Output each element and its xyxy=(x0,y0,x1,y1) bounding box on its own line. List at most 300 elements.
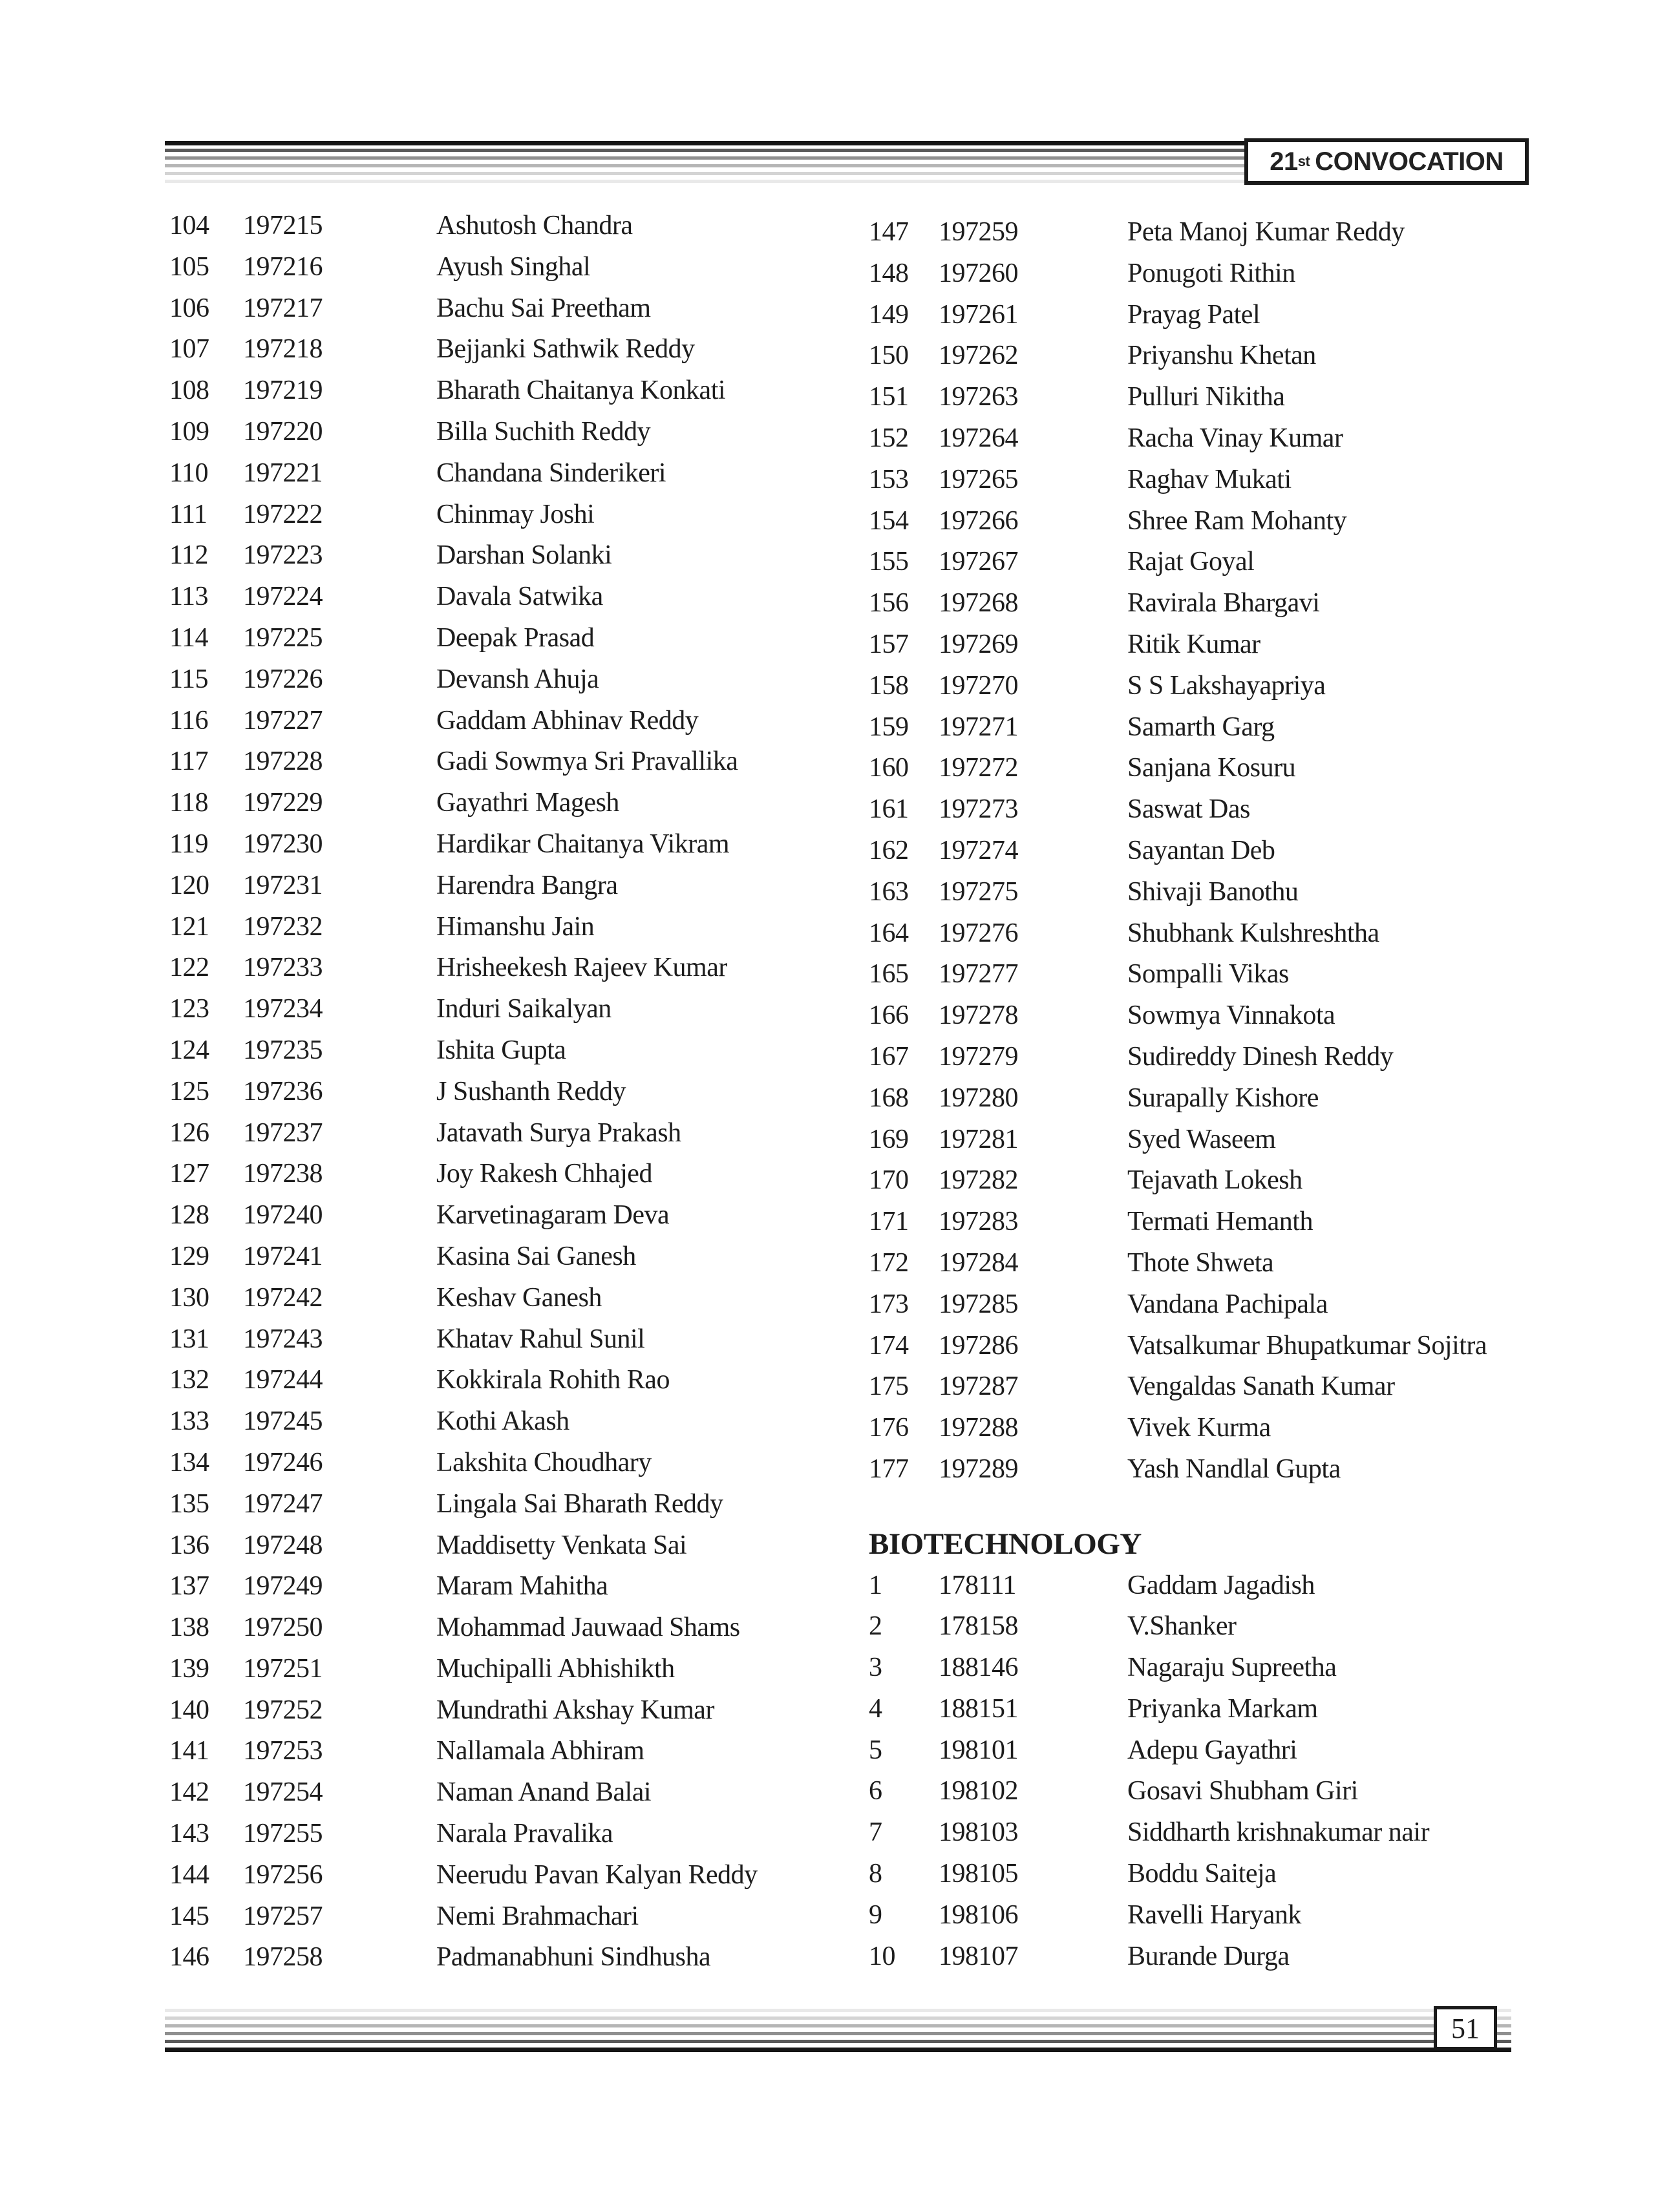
list-item xyxy=(869,1326,1670,1367)
roll-number: 197263 xyxy=(939,382,1018,412)
serial-number: 137 xyxy=(169,1571,209,1602)
student-name: Nallamala Abhiram xyxy=(436,1736,644,1766)
list-item xyxy=(169,1896,829,1938)
roll-number: 198107 xyxy=(939,1941,1018,1971)
serial-number: 136 xyxy=(169,1530,209,1560)
roll-number: 197249 xyxy=(243,1571,323,1602)
serial-number: 173 xyxy=(869,1289,909,1319)
roll-number: 197248 xyxy=(243,1530,323,1560)
student-name: Mohammad Jauwaad Shams xyxy=(436,1613,740,1643)
roll-number: 197253 xyxy=(243,1736,323,1766)
serial-number: 174 xyxy=(869,1330,909,1360)
student-name: Khatav Rahul Sunil xyxy=(436,1324,645,1354)
list-item xyxy=(869,1606,1670,1647)
student-name: Gaddam Jagadish xyxy=(1127,1570,1315,1600)
rule-line xyxy=(165,2009,1511,2012)
serial-number: 116 xyxy=(169,705,208,736)
serial-number: 138 xyxy=(169,1613,209,1643)
roll-number: 197245 xyxy=(243,1406,323,1437)
serial-number: 142 xyxy=(169,1777,209,1808)
list-item xyxy=(169,741,829,783)
serial-number: 164 xyxy=(869,918,909,948)
roll-number: 197282 xyxy=(939,1165,1018,1196)
serial-number: 115 xyxy=(169,664,208,694)
list-item xyxy=(869,583,1670,624)
list-item xyxy=(869,1647,1670,1689)
serial-number: 154 xyxy=(869,505,909,536)
rule-line xyxy=(165,156,1244,160)
student-name: Naman Anand Balai xyxy=(436,1777,652,1808)
list-item xyxy=(869,1078,1670,1119)
serial-number: 111 xyxy=(169,499,207,529)
serial-number: 106 xyxy=(169,293,209,323)
student-name: Gayathri Magesh xyxy=(436,788,619,818)
student-name: Narala Pravalika xyxy=(436,1819,613,1849)
student-name: Prayag Patel xyxy=(1127,299,1260,330)
roll-number: 197256 xyxy=(243,1859,323,1890)
rule-line xyxy=(165,2016,1511,2020)
serial-number: 162 xyxy=(869,835,909,865)
student-name: Bachu Sai Preetham xyxy=(436,293,651,323)
roll-number: 197285 xyxy=(939,1289,1018,1319)
list-item xyxy=(169,1937,829,1978)
roll-number: 197269 xyxy=(939,629,1018,659)
serial-number: 158 xyxy=(869,670,909,701)
roll-number: 197255 xyxy=(243,1819,323,1849)
list-item xyxy=(169,1525,829,1567)
convocation-header-badge: 21 st CONVOCATION xyxy=(1244,138,1529,185)
roll-number: 197279 xyxy=(939,1041,1018,1072)
roll-number: 197232 xyxy=(243,911,323,942)
list-item xyxy=(169,947,829,989)
list-item xyxy=(869,831,1670,872)
roll-number: 197220 xyxy=(243,416,323,447)
roll-number: 197235 xyxy=(243,1035,323,1065)
serial-number: 135 xyxy=(169,1488,209,1519)
serial-number: 161 xyxy=(869,794,909,825)
serial-number: 125 xyxy=(169,1076,209,1106)
roll-number: 197281 xyxy=(939,1124,1018,1154)
serial-number: 141 xyxy=(169,1736,209,1766)
serial-number: 108 xyxy=(169,376,209,406)
graduate-list-right-column xyxy=(869,212,1670,1977)
list-item xyxy=(169,1236,829,1278)
list-item xyxy=(169,1360,829,1401)
list-item xyxy=(169,618,829,659)
list-item xyxy=(869,253,1670,295)
roll-number: 197286 xyxy=(939,1330,1018,1360)
list-item xyxy=(169,1154,829,1195)
roll-number: 198106 xyxy=(939,1900,1018,1930)
serial-number: 145 xyxy=(169,1901,209,1931)
student-name: Priyanka Markam xyxy=(1127,1693,1318,1724)
list-item xyxy=(169,1319,829,1360)
student-name: Rajat Goyal xyxy=(1127,547,1255,577)
rule-line xyxy=(165,172,1244,175)
roll-number: 178111 xyxy=(939,1570,1016,1600)
serial-number: 110 xyxy=(169,458,208,488)
roll-number: 197233 xyxy=(243,953,323,983)
list-item xyxy=(169,1072,829,1113)
roll-number: 197266 xyxy=(939,505,1018,536)
student-name: Lakshita Choudhary xyxy=(436,1447,652,1477)
list-item xyxy=(869,872,1670,913)
list-item xyxy=(869,1160,1670,1201)
student-name: Chandana Sinderikeri xyxy=(436,458,666,488)
roll-number: 197227 xyxy=(243,705,323,736)
student-name: Padmanabhuni Sindhusha xyxy=(436,1942,711,1973)
list-item xyxy=(169,989,829,1030)
serial-number: 168 xyxy=(869,1083,909,1113)
student-name: Keshav Ganesh xyxy=(436,1282,602,1313)
list-item xyxy=(169,1566,829,1607)
serial-number: 112 xyxy=(169,540,208,571)
serial-number: 171 xyxy=(869,1207,909,1237)
roll-number: 198103 xyxy=(939,1817,1018,1848)
list-item xyxy=(869,460,1670,501)
list-item xyxy=(869,418,1670,460)
list-item xyxy=(169,1278,829,1319)
roll-number: 197270 xyxy=(939,670,1018,701)
serial-number: 2 xyxy=(869,1611,882,1642)
student-name: Himanshu Jain xyxy=(436,911,595,942)
roll-number: 197231 xyxy=(243,870,323,900)
student-name: Saswat Das xyxy=(1127,794,1250,825)
student-name: Vengaldas Sanath Kumar xyxy=(1127,1371,1395,1402)
roll-number: 197287 xyxy=(939,1371,1018,1402)
list-item xyxy=(169,1401,829,1443)
student-name: V.Shanker xyxy=(1127,1611,1237,1642)
serial-number: 123 xyxy=(169,994,209,1024)
student-name: Ritik Kumar xyxy=(1127,629,1260,659)
serial-number: 124 xyxy=(169,1035,209,1065)
list-item xyxy=(169,1855,829,1896)
student-name: Nemi Brahmachari xyxy=(436,1901,639,1931)
student-name: J Sushanth Reddy xyxy=(436,1076,626,1106)
student-name: Devansh Ahuja xyxy=(436,664,599,694)
serial-number: 147 xyxy=(869,217,909,247)
list-item xyxy=(869,1366,1670,1408)
roll-number: 197240 xyxy=(243,1200,323,1231)
list-item xyxy=(169,824,829,865)
list-item xyxy=(169,329,829,370)
rule-line xyxy=(165,2024,1511,2027)
list-item xyxy=(869,212,1670,253)
list-item xyxy=(169,1030,829,1072)
roll-number: 197238 xyxy=(243,1159,323,1189)
roll-number: 197261 xyxy=(939,299,1018,330)
serial-number: 1 xyxy=(869,1570,882,1600)
serial-number: 8 xyxy=(869,1859,882,1889)
student-name: Kasina Sai Ganesh xyxy=(436,1241,636,1271)
roll-number: 197252 xyxy=(243,1695,323,1725)
serial-number: 172 xyxy=(869,1247,909,1278)
serial-number: 4 xyxy=(869,1693,882,1724)
roll-number: 197276 xyxy=(939,918,1018,948)
page-number-badge xyxy=(1434,2006,1497,2050)
student-name: Priyanshu Khetan xyxy=(1127,341,1316,371)
student-name: Boddu Saiteja xyxy=(1127,1859,1277,1889)
student-name: Bejjanki Sathwik Reddy xyxy=(436,334,695,365)
list-item xyxy=(169,206,829,247)
roll-number: 197271 xyxy=(939,712,1018,742)
serial-number: 114 xyxy=(169,622,208,653)
list-item xyxy=(169,1690,829,1731)
list-item xyxy=(169,1649,829,1690)
list-item xyxy=(169,865,829,907)
roll-number: 197288 xyxy=(939,1413,1018,1443)
student-name: Gaddam Abhinav Reddy xyxy=(436,705,699,736)
roll-number: 197218 xyxy=(243,334,323,365)
serial-number: 131 xyxy=(169,1324,209,1354)
student-name: Sompalli Vikas xyxy=(1127,959,1289,990)
serial-number: 134 xyxy=(169,1447,209,1477)
student-name: Ashutosh Chandra xyxy=(436,211,633,240)
list-item xyxy=(169,494,829,536)
rule-line xyxy=(165,164,1244,167)
serial-number: 128 xyxy=(169,1200,209,1231)
convocation-title: CONVOCATION xyxy=(1315,147,1504,176)
list-item xyxy=(869,1201,1670,1243)
list-item xyxy=(169,370,829,412)
serial-number: 107 xyxy=(169,334,209,365)
roll-number: 197265 xyxy=(939,464,1018,494)
list-item xyxy=(869,666,1670,707)
list-item xyxy=(169,1607,829,1649)
roll-number: 197237 xyxy=(243,1117,323,1148)
student-name: Muchipalli Abhishikth xyxy=(436,1653,675,1684)
list-item xyxy=(169,412,829,453)
serial-number: 118 xyxy=(169,788,208,818)
serial-number: 127 xyxy=(169,1159,209,1189)
serial-number: 159 xyxy=(869,712,909,742)
roll-number: 197250 xyxy=(243,1613,323,1643)
serial-number: 152 xyxy=(869,423,909,453)
list-item xyxy=(169,659,829,701)
student-name: Maddisetty Venkata Sai xyxy=(436,1530,687,1560)
page-number: 51 xyxy=(1451,2012,1480,2044)
serial-number: 9 xyxy=(869,1900,882,1930)
roll-number: 197224 xyxy=(243,582,323,612)
list-item xyxy=(869,1565,1670,1607)
serial-number: 133 xyxy=(169,1406,209,1437)
list-item xyxy=(869,1689,1670,1730)
student-name: Thote Shweta xyxy=(1127,1247,1274,1278)
serial-number: 167 xyxy=(869,1041,909,1072)
student-name: S S Lakshayapriya xyxy=(1127,670,1326,701)
roll-number: 197222 xyxy=(243,499,323,529)
list-item xyxy=(169,1772,829,1814)
serial-number: 175 xyxy=(869,1371,909,1402)
serial-number: 121 xyxy=(169,911,209,942)
serial-number: 6 xyxy=(869,1776,882,1806)
roll-number: 188151 xyxy=(939,1693,1018,1724)
list-item xyxy=(869,954,1670,995)
student-name: Bharath Chaitanya Konkati xyxy=(436,376,726,406)
student-name: Sudireddy Dinesh Reddy xyxy=(1127,1041,1394,1072)
serial-number: 7 xyxy=(869,1817,882,1848)
roll-number: 197215 xyxy=(243,211,323,240)
student-name: Deepak Prasad xyxy=(436,622,595,653)
serial-number: 113 xyxy=(169,582,208,612)
serial-number: 176 xyxy=(869,1413,909,1443)
roll-number: 197259 xyxy=(939,217,1018,247)
roll-number: 197267 xyxy=(939,547,1018,577)
serial-number: 117 xyxy=(169,746,208,777)
serial-number: 169 xyxy=(869,1124,909,1154)
student-name: Mundrathi Akshay Kumar xyxy=(436,1695,714,1725)
student-name: Sanjana Kosuru xyxy=(1127,753,1296,783)
roll-number: 197236 xyxy=(243,1076,323,1106)
list-item xyxy=(869,295,1670,336)
student-name: Ishita Gupta xyxy=(436,1035,566,1065)
list-item xyxy=(869,1771,1670,1812)
roll-number: 197223 xyxy=(243,540,323,571)
list-item xyxy=(869,1449,1670,1490)
roll-number: 197262 xyxy=(939,341,1018,371)
student-name: Vandana Pachipala xyxy=(1127,1289,1328,1319)
serial-number: 170 xyxy=(869,1165,909,1196)
list-item xyxy=(869,748,1670,789)
student-name: Davala Satwika xyxy=(436,582,603,612)
serial-number: 143 xyxy=(169,1819,209,1849)
roll-number: 197275 xyxy=(939,876,1018,907)
roll-number: 197216 xyxy=(243,251,323,282)
roll-number: 197289 xyxy=(939,1454,1018,1484)
student-name: Lingala Sai Bharath Reddy xyxy=(436,1488,723,1519)
serial-number: 119 xyxy=(169,829,208,859)
roll-number: 197221 xyxy=(243,458,323,488)
roll-number: 197283 xyxy=(939,1207,1018,1237)
roll-number: 197243 xyxy=(243,1324,323,1354)
list-item xyxy=(869,1284,1670,1326)
student-name: Peta Manoj Kumar Reddy xyxy=(1127,217,1405,247)
list-item xyxy=(169,1113,829,1154)
list-item xyxy=(869,707,1670,748)
serial-number: 163 xyxy=(869,876,909,907)
roll-number: 197274 xyxy=(939,835,1018,865)
serial-number: 151 xyxy=(869,382,909,412)
list-item xyxy=(869,377,1670,418)
roll-number: 197225 xyxy=(243,622,323,653)
list-item xyxy=(869,1037,1670,1078)
student-name: Shubhank Kulshreshtha xyxy=(1127,918,1379,948)
roll-number: 197277 xyxy=(939,959,1018,990)
list-item xyxy=(169,1484,829,1525)
student-name: Neerudu Pavan Kalyan Reddy xyxy=(436,1859,758,1890)
student-name: Joy Rakesh Chhajed xyxy=(436,1159,652,1189)
student-name: Sayantan Deb xyxy=(1127,835,1275,865)
serial-number: 140 xyxy=(169,1695,209,1725)
list-item xyxy=(169,247,829,288)
serial-number: 5 xyxy=(869,1735,882,1765)
student-name: Ayush Singhal xyxy=(436,251,591,282)
serial-number: 122 xyxy=(169,953,209,983)
student-name: Nagaraju Supreetha xyxy=(1127,1653,1337,1683)
rule-line xyxy=(165,149,1244,152)
roll-number: 197241 xyxy=(243,1241,323,1271)
serial-number: 149 xyxy=(869,299,909,330)
list-item xyxy=(869,1730,1670,1772)
roll-number: 178158 xyxy=(939,1611,1018,1642)
roll-number: 197273 xyxy=(939,794,1018,825)
roll-number: 197219 xyxy=(243,376,323,406)
list-item xyxy=(869,624,1670,666)
serial-number: 126 xyxy=(169,1117,209,1148)
student-name: Pulluri Nikitha xyxy=(1127,382,1285,412)
student-name: Maram Mahitha xyxy=(436,1571,608,1602)
roll-number: 197230 xyxy=(243,829,323,859)
roll-number: 197246 xyxy=(243,1447,323,1477)
roll-number: 197258 xyxy=(243,1942,323,1973)
student-name: Hrisheekesh Rajeev Kumar xyxy=(436,953,727,983)
roll-number: 198101 xyxy=(939,1735,1018,1765)
roll-number: 197226 xyxy=(243,664,323,694)
student-name: Burande Durga xyxy=(1127,1941,1290,1971)
student-name: Samarth Garg xyxy=(1127,712,1275,742)
student-name: Tejavath Lokesh xyxy=(1127,1165,1303,1196)
list-item xyxy=(169,1195,829,1236)
student-name: Ravelli Haryank xyxy=(1127,1900,1301,1930)
list-item xyxy=(869,995,1670,1037)
list-item xyxy=(169,288,829,330)
list-item xyxy=(169,783,829,824)
roll-number: 197254 xyxy=(243,1777,323,1808)
list-item xyxy=(169,701,829,742)
roll-number: 197217 xyxy=(243,293,323,323)
rule-line xyxy=(165,2032,1511,2035)
serial-number: 130 xyxy=(169,1282,209,1313)
list-item xyxy=(869,501,1670,542)
list-item xyxy=(869,1812,1670,1854)
serial-number: 156 xyxy=(869,588,909,619)
list-item xyxy=(169,907,829,948)
student-name: Yash Nandlal Gupta xyxy=(1127,1454,1341,1484)
roll-number: 198102 xyxy=(939,1776,1018,1806)
roll-number: 197280 xyxy=(939,1083,1018,1113)
roll-number: 197247 xyxy=(243,1488,323,1519)
list-item xyxy=(869,542,1670,583)
list-item xyxy=(169,1443,829,1484)
rule-line xyxy=(165,2048,1511,2052)
student-name: Induri Saikalyan xyxy=(436,994,611,1024)
serial-number: 166 xyxy=(869,1000,909,1031)
roll-number: 197264 xyxy=(939,423,1018,453)
student-name: Jatavath Surya Prakash xyxy=(436,1117,681,1148)
rule-line xyxy=(165,2040,1511,2043)
student-name: Darshan Solanki xyxy=(436,540,612,571)
list-item xyxy=(869,1936,1670,1978)
list-item xyxy=(869,789,1670,831)
rule-line xyxy=(165,180,1244,183)
serial-number: 109 xyxy=(169,416,209,447)
serial-number: 120 xyxy=(169,870,209,900)
serial-number: 148 xyxy=(869,258,909,288)
list-item xyxy=(869,1895,1670,1936)
roll-number: 198105 xyxy=(939,1859,1018,1889)
student-name: Gadi Sowmya Sri Pravallika xyxy=(436,746,738,777)
list-item xyxy=(169,1814,829,1855)
serial-number: 144 xyxy=(169,1859,209,1890)
student-name: Ravirala Bhargavi xyxy=(1127,588,1320,619)
list-item xyxy=(169,1731,829,1772)
student-name: Karvetinagaram Deva xyxy=(436,1200,670,1231)
serial-number: 155 xyxy=(869,547,909,577)
roll-number: 197260 xyxy=(939,258,1018,288)
student-name: Hardikar Chaitanya Vikram xyxy=(436,829,730,859)
list-item xyxy=(169,453,829,494)
student-name: Termati Hemanth xyxy=(1127,1207,1313,1237)
